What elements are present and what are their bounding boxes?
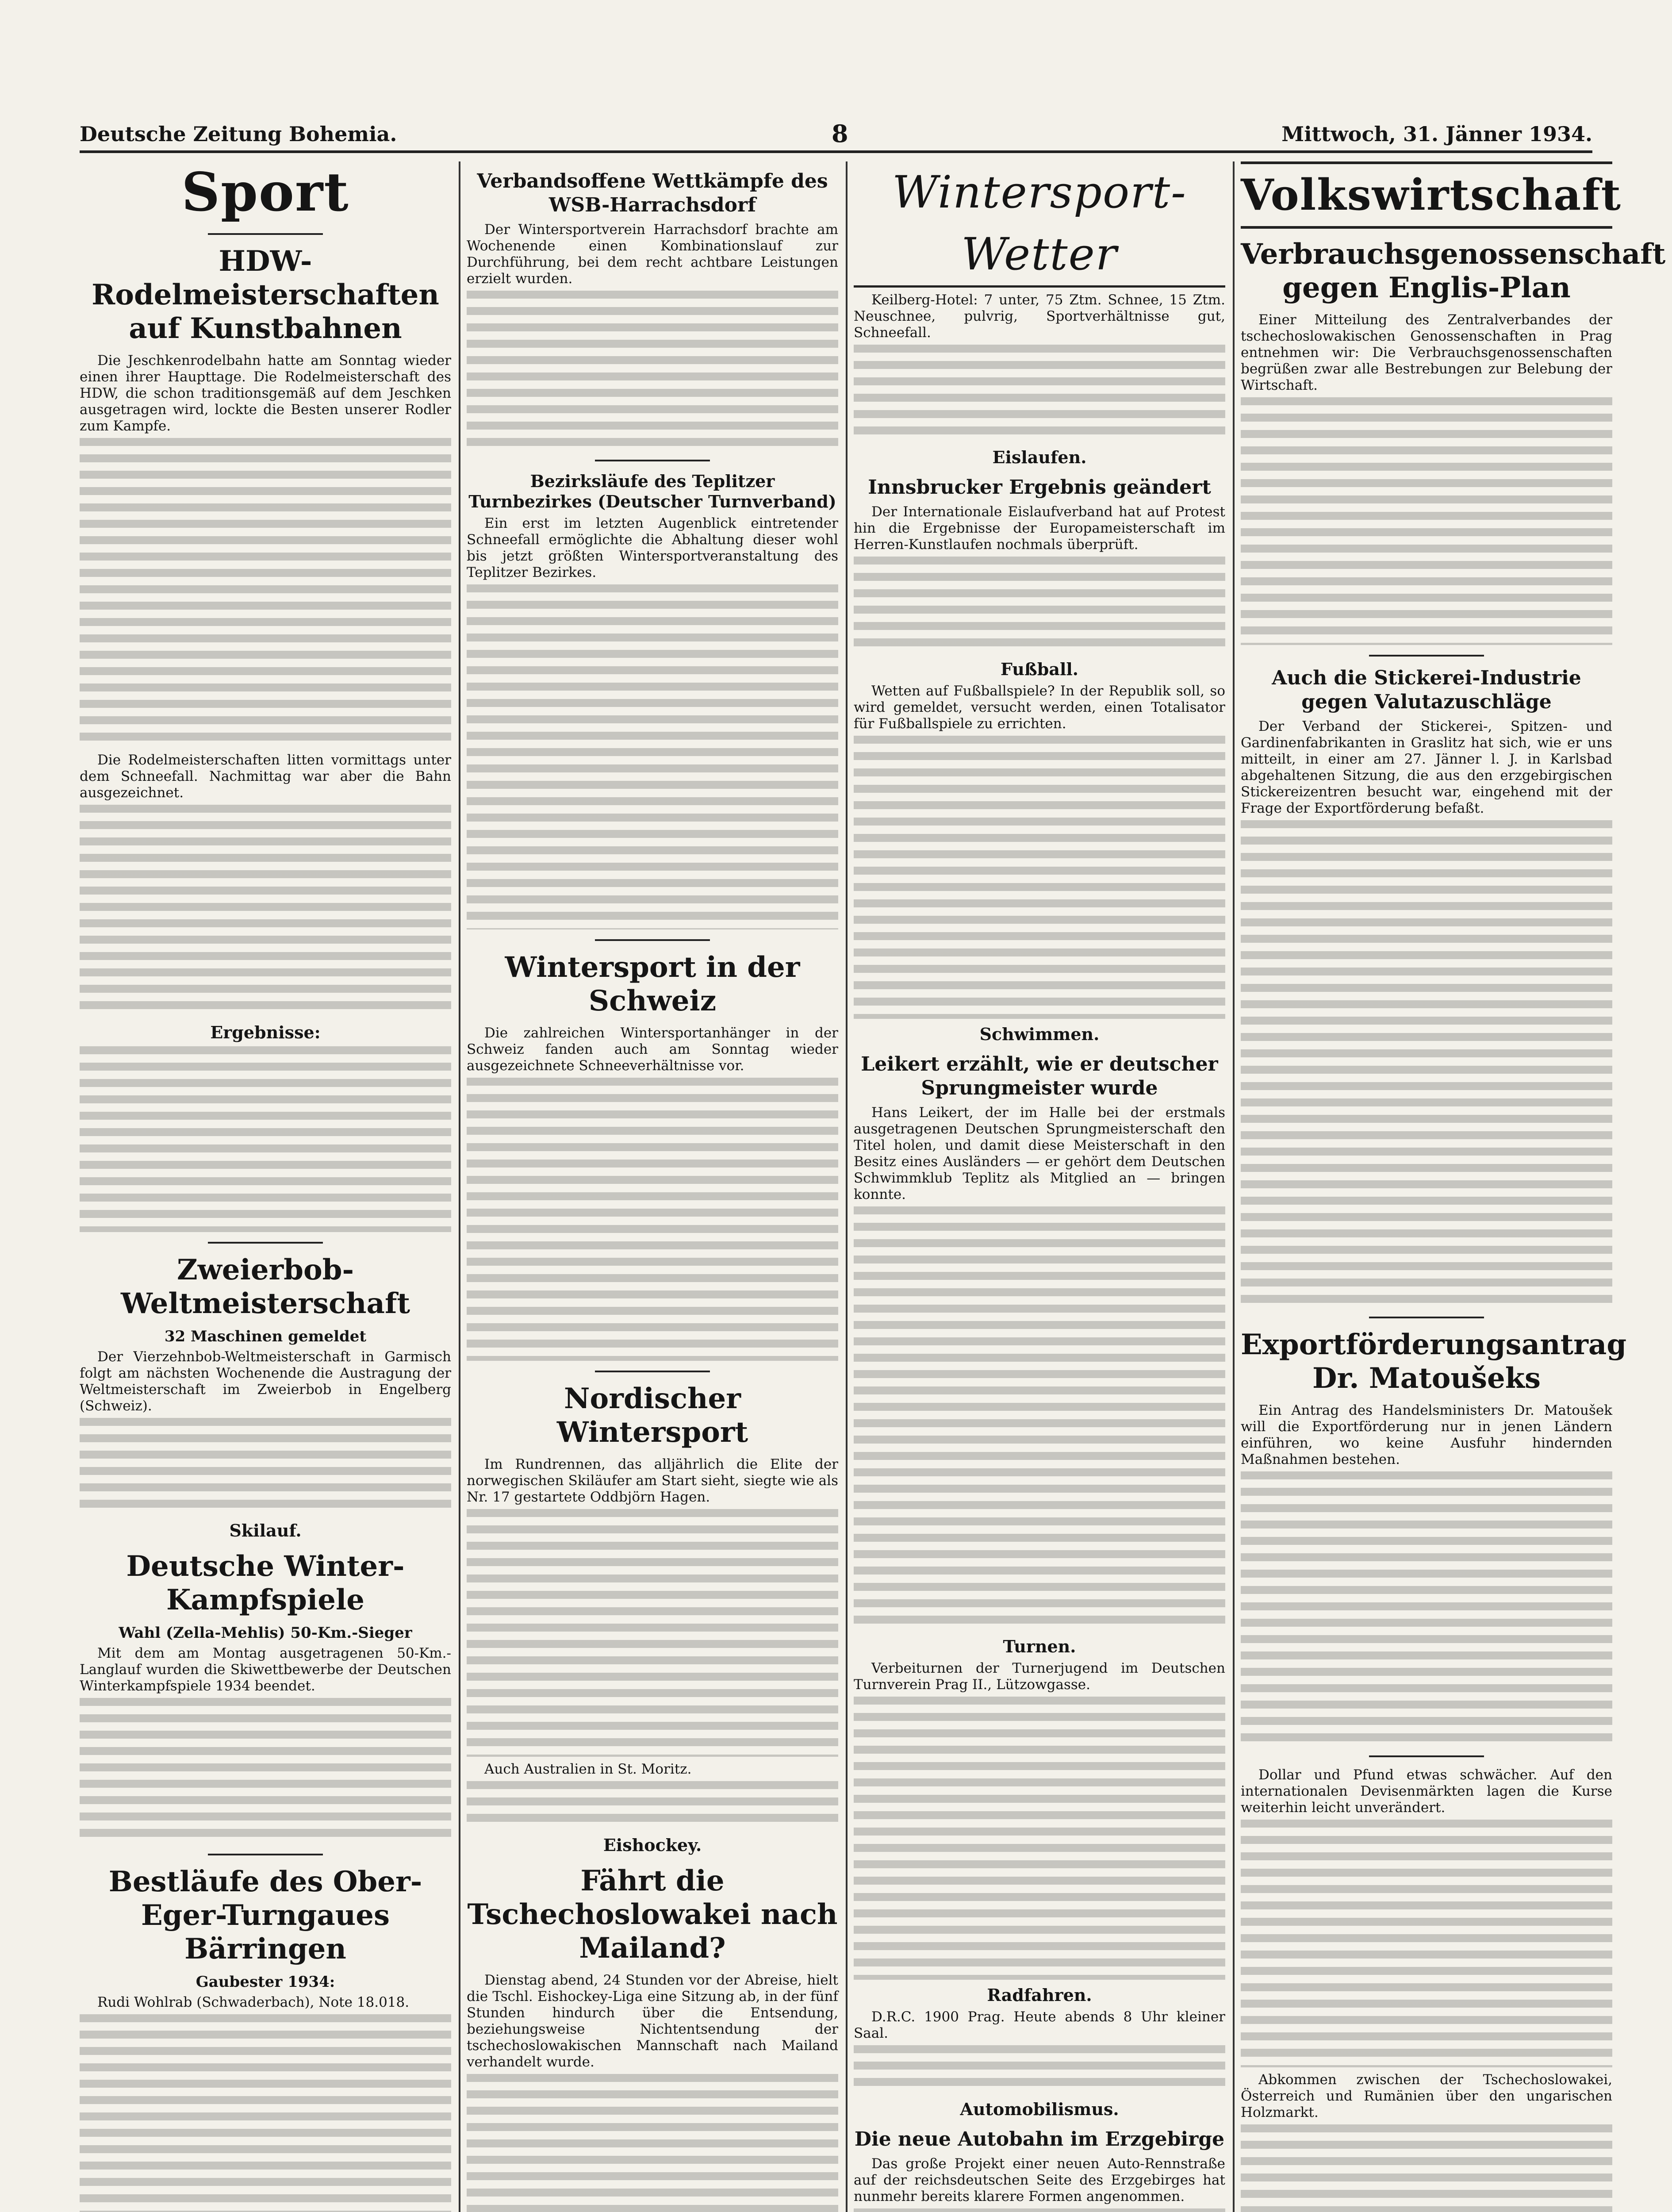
article-paragraph: Im Rundrennen, das alljährlich die Elite der norwegischen Skiläufer am Start sieht, siegte wie als Nr. 17 gestartete Oddbjörn Hagen. (467, 1456, 838, 1505)
article-paragraph: Wetten auf Fußballspiele? In der Republik soll, so wird gemeldet, versucht werden, einen Totalisator für Fußballspiele zu errichten. (854, 683, 1225, 732)
text-block (80, 1698, 451, 1844)
headline-rodelmeisterschaften: HDW-Rodelmeisterschaften auf Kunstbahnen (92, 245, 439, 345)
divider (1369, 1317, 1484, 1318)
article-paragraph: Abkommen zwischen der Tschechoslowakei, Österreich und Rumänien über den ungarischen Holzmarkt. (1241, 2072, 1612, 2120)
headline-stickerei: Auch die Stickerei-Industrie gegen Valutazuschläge (1272, 667, 1581, 713)
article-paragraph: Rudi Wohlrab (Schwaderbach), Note 18.018. (97, 1994, 410, 2010)
article-paragraph: Die zahlreichen Wintersportanhänger in der Schweiz fanden auch am Sonntag wieder ausgezeichnete Schneeverhältnisse vor. (467, 1025, 838, 1074)
article-paragraph: Verbeiturnen der Turnerjugend im Deutschen Turnverein Prag II., Lützowgasse. (854, 1660, 1225, 1693)
headline-leikert: Leikert erzählt, wie er deutscher Sprungmeister wurde (861, 1053, 1218, 1099)
text-block (467, 1509, 838, 1757)
divider (208, 1854, 323, 1855)
page-header (80, 119, 1592, 153)
article-paragraph: Der Wintersportverein Harrachsdorf brachte am Wochenende einen Kombinationslauf zur Durchführung, bei dem recht achtbare Leistungen erzielt wurden. (467, 222, 838, 287)
text-block (467, 1078, 838, 1361)
article-paragraph: Ein erst im letzten Augenblick eintretender Schneefall ermöglichte die Abhaltung dieser wohl bis jetzt größten Wintersportveranstaltung des Teplitzer Bezirkes. (467, 515, 838, 580)
text-block (80, 805, 451, 1017)
text-block (467, 584, 838, 929)
article-paragraph: Der Vierzehnbob-Weltmeisterschaft in Garmisch folgt am nächsten Wochenende die Austragung der Weltmeisterschaft im Zweierbob in Engelberg (Schweiz). (80, 1349, 451, 1414)
text-block (1241, 1820, 1612, 2067)
divider (595, 460, 710, 461)
headline-nordisch: Nordischer Wintersport (556, 1382, 748, 1449)
subheadline: 32 Maschinen gemeldet (164, 1328, 367, 1345)
article-paragraph: Hans Leikert, der im Halle bei der erstmals ausgetragenen Deutschen Sprungmeisterschaft den Titel holen, und damit diese Meisterschaft in den Besitz eines Ausländers — er gehört dem Deutschen Schwimmklub Teplitz als Mitglied an — bringen konnte. (854, 1105, 1225, 1202)
headline-englis-plan: Verbrauchsgenossenschaft gegen Englis-Plan (1241, 238, 1666, 304)
divider (1369, 655, 1484, 657)
issue-date: Mittwoch, 31. Jänner 1934. (1281, 122, 1592, 146)
column-rule (1233, 161, 1235, 2212)
article-paragraph: D.R.C. 1900 Prag. Heute abends 8 Uhr kleiner Saal. (854, 2009, 1225, 2041)
divider (595, 939, 710, 941)
article-paragraph: Dienstag abend, 24 Stunden vor der Abreise, hielt die Tschl. Eishockey-Liga eine Sitzung ab, in der fünf Stunden hindurch über die Entsendung, beziehungsweise Nichtentsendung der tschechoslowakischen Mannschaft nach Mailand verhandelt wurde. (467, 1972, 838, 2070)
text-block (854, 345, 1225, 442)
article-paragraph: Dollar und Pfund etwas schwächer. Auf den internationalen Devisenmärkten lagen die Kurse weiterhin leicht unverändert. (1241, 1767, 1612, 1816)
column-rule (459, 161, 460, 2212)
rubric-schwimmen: Schwimmen. (979, 1024, 1100, 1044)
text-block (467, 2074, 838, 2212)
divider (208, 1242, 323, 1244)
column-wetter (854, 161, 1225, 2212)
subheadline: Gaubester 1934: (196, 1973, 335, 1991)
headline-schweiz: Wintersport in der Schweiz (505, 951, 800, 1018)
headline-teplitz: Bezirksläufe des Teplitzer Turnbezirkes (Deutscher Turnverband) (468, 471, 836, 511)
headline-innsbruck: Innsbrucker Ergebnis geändert (868, 476, 1211, 499)
column-wintersport (467, 161, 838, 2212)
rubric-eishockey: Eishockey. (603, 1835, 702, 1855)
article-paragraph: Der Verband der Stickerei-, Spitzen- und Gardinenfabrikanten in Graslitz hat sich, wie er uns mitteilt, in einer am 27. Jänner l. J. in Karlsbad abgehaltenen Sitzung, die aus den erzgebirgischen Stickereizentren besucht war, eingehend mit der Frage der Exportförderung befaßt. (1241, 718, 1612, 816)
rubric-turnen: Turnen. (1003, 1636, 1076, 1656)
text-block (80, 1418, 451, 1515)
divider (208, 233, 323, 235)
text-block (80, 438, 451, 748)
headline-winter-kampfspiele: Deutsche Winter-Kampfspiele (126, 1550, 405, 1617)
headline-zweierbob: Zweierbob-Weltmeisterschaft (120, 1253, 410, 1320)
divider (1369, 1755, 1484, 1757)
section-title-wintersport-wetter: Wintersport-Wetter (854, 161, 1225, 288)
headline-bestlaeufe: Bestläufe des Ober-Eger-Turngaues Bärringen (108, 1865, 422, 1966)
article-paragraph: Das große Projekt einer neuen Auto-Rennstraße auf der reichsdeutschen Seite des Erzgebirges hat nunmehr bereits klarere Formen angenommen. (854, 2156, 1225, 2204)
text-block (80, 2014, 451, 2212)
section-title-sport: Sport (181, 161, 349, 223)
headline-matousek: Exportförderungsantrag Dr. Matoušeks (1241, 1328, 1627, 1395)
article-paragraph: Auch Australien in St. Moritz. (484, 1761, 692, 1777)
article-paragraph: Die Rodelmeisterschaften litten vormittags unter dem Schneefall. Nachmittag war aber die Bahn ausgezeichnet. (80, 752, 451, 801)
rubric-automobilismus: Automobilismus. (960, 2099, 1119, 2119)
text-block (854, 1697, 1225, 1980)
column-rule (846, 161, 848, 2212)
headline-autobahn: Die neue Autobahn im Erzgebirge (854, 2128, 1225, 2151)
text-block (1241, 2124, 1612, 2212)
text-block (80, 1046, 451, 1232)
text-block (854, 736, 1225, 1019)
article-paragraph: Die Jeschkenrodelbahn hatte am Sonntag wieder einen ihrer Haupttage. Die Rodelmeisterschaft des HDW, die schon traditionsgemäß auf dem Jeschken ausgetragen wird, lockte die Besten unserer Rodler zum Kampfe. (80, 353, 451, 434)
subheadline: Wahl (Zella-Mehlis) 50-Km.-Sieger (119, 1624, 412, 1642)
text-block (467, 291, 838, 450)
column-sport (80, 161, 451, 2212)
section-title-volkswirtschaft: Volkswirtschaft (1241, 161, 1612, 229)
text-block (1241, 820, 1612, 1307)
headline-mailand: Fährt die Tschechoslowakei nach Mailand? (467, 1864, 838, 1965)
headline-harrachsdorf: Verbandsoffene Wettkämpfe des WSB-Harrachsdorf (477, 170, 828, 216)
rubric-fussball: Fußball. (1000, 659, 1079, 679)
text-block (1241, 397, 1612, 645)
text-block (854, 2208, 1225, 2212)
text-block (854, 1206, 1225, 1631)
newspaper-name: Deutsche Zeitung Bohemia. (80, 122, 397, 146)
article-paragraph: Ein Antrag des Handelsministers Dr. Matoušek will die Exportförderung nur in jenen Ländern einführen, wo keine Ausfuhr hindernden Maßnahmen bestehen. (1241, 1402, 1612, 1467)
text-block (854, 2045, 1225, 2094)
text-block (467, 1781, 838, 1830)
article-paragraph: Der Internationale Eislaufverband hat auf Protest hin die Ergebnisse der Europameisterschaft im Herren-Kunstlaufen nochmals überprüft. (854, 504, 1225, 553)
text-block (1241, 1471, 1612, 1746)
article-paragraph: Keilberg-Hotel: 7 unter, 75 Ztm. Schnee, 15 Ztm. Neuschnee, pulvrig, Sportverhältnisse gut, Schneefall. (854, 292, 1225, 341)
divider (595, 1371, 710, 1372)
text-block (854, 557, 1225, 654)
results-label: Ergebnisse: (210, 1022, 321, 1042)
article-paragraph: Mit dem am Montag ausgetragenen 50-Km.-Langlauf wurden die Skiwettbewerbe der Deutschen Winterkampfspiele 1934 beendet. (80, 1645, 451, 1694)
rubric-eislaufen: Eislaufen. (992, 447, 1087, 467)
column-volkswirtschaft (1241, 161, 1666, 2212)
page-number: 8 (832, 119, 848, 148)
rubric-radfahren: Radfahren. (987, 1985, 1092, 2005)
article-paragraph: Einer Mitteilung des Zentralverbandes der tschechoslowakischen Genossenschaften in Prag entnehmen wir: Die Verbrauchsgenossenschaften begrüßen zwar alle Bestrebungen zur Belebung der Wirtschaft. (1241, 312, 1612, 393)
rubric-skilauf: Skilauf. (229, 1521, 302, 1540)
